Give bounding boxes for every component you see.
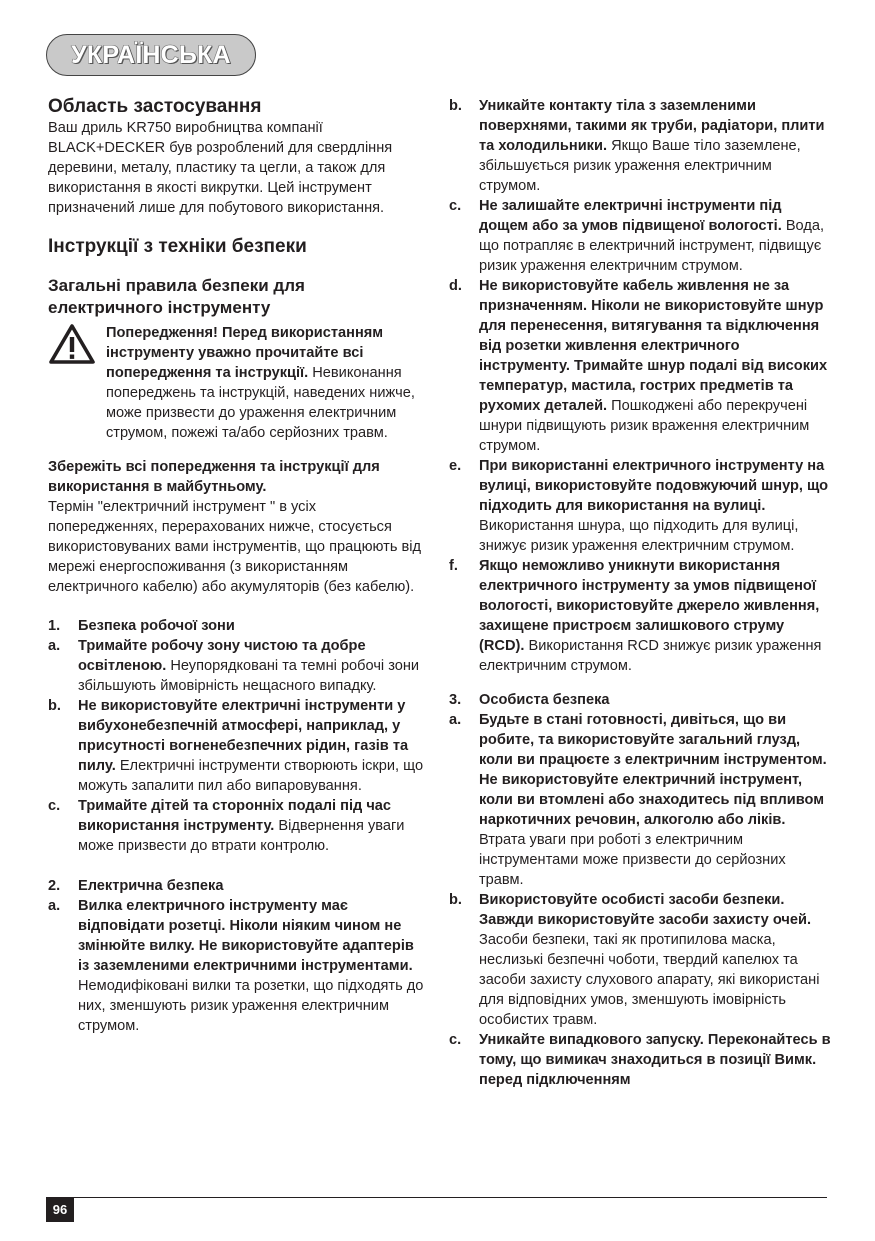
section-3-heading: 3. Особиста безпека [449, 692, 610, 708]
list-item: b. Не використовуйте електричні інструменти у вибухонебезпечній атмосфері, наприклад, у присутності вогненебезпечних рідин, газів та пилу. Електричні інструменти створюють іскри, що можуть запалити пил або випаровування. [48, 698, 424, 794]
list-item: b. Використовуйте особисті засоби безпеки. Завжди використовуйте засоби захисту очей. Засоби безпеки, такі як протипилова маска, неслизькі безпечні чоботи, твердий капелюх та засоби захисту слухового апарату, які використані для відповідних умов, зменшують імовірність особистих травм. [449, 892, 820, 1028]
save-instructions-text: Термін "електричний інструмент " в усіх попередженнях, перерахованих нижче, стосується використовуваних вами інструментів, що працюють від мережі енергоспоживання (з використанням електричного кабелю) або акумуляторів (без кабелю). [48, 499, 422, 595]
save-instructions-bold: Збережіть всі попередження та інструкції для використання в майбутньому. [48, 459, 380, 495]
list-item: a. Будьте в стані готовності, дивіться, що ви робите, та використовуйте загальний глузд, коли ви працюєте з електричним інструментом. Не використовуйте електричний інструмент, коли ви втомлені або знаходитесь під впливом наркотичних речовин, алкоголю або ліків. Втрата уваги при роботі з електричним інструментами може призвести до серйозних травм. [449, 712, 827, 888]
intended-use-heading: Область застосування [48, 96, 262, 117]
section-2-heading: 2. Електрична безпека [48, 878, 224, 894]
list-item: e. При використанні електричного інструменту на вулиці, використовуйте подовжуючий шнур, що підходить для використання на вулиці. Використання шнура, що підходить для вулиці, знижує ризик ураження електричним струмом. [449, 458, 829, 554]
safety-instructions-heading: Інструкції з техніки безпеки [48, 236, 307, 257]
warning-triangle-icon [48, 323, 106, 443]
list-item: b. Уникайте контакту тіла з заземленими поверхнями, такими як труби, радіатори, плити та холодильники. Якщо Ваше тіло заземлене, збільшується ризик ураження електричним струмом. [449, 98, 825, 194]
list-item: c. Тримайте дітей та сторонніх подалі під час використання інструменту. Відвернення уваги може призвести до втрати контролю. [48, 798, 405, 854]
warning-text [106, 323, 424, 443]
section-1-heading: 1. Безпека робочої зони [48, 618, 235, 634]
language-badge [46, 34, 256, 76]
warning-block [48, 323, 424, 443]
footer-rule [46, 1197, 827, 1198]
list-item: d. Не використовуйте кабель живлення не за призначенням. Ніколи не використовуйте шнур для перенесення, витягування та відключення від розетки живлення електричного інструменту. Тримайте шнур подалі від високих температур, мастила, гострих предметів та рухомих деталей. Пошкоджені або перекручені шнури підвищують ризик враження електричним струмом. [449, 278, 828, 454]
list-item: c. Уникайте випадкового запуску. Переконайтесь в тому, що вимикач знаходиться в позиції Вимк. перед підключенням [449, 1032, 831, 1088]
language-badge-label: УКРАЇНСЬКА [71, 41, 231, 69]
warning-body: Невиконання попереджень та інструкцій, наведених нижче, може призвести до ураження електричним струмом, пожежі та/або серйозних травм. [106, 365, 415, 441]
list-item: c. Не залишайте електричні інструменти під дощем або за умов підвищеної вологості. Вода, що потрапляє в електричний інструмент, підвищує ризик ураження електричним струмом. [449, 198, 825, 274]
list-item: f. Якщо неможливо уникнути використання електричного інструменту за умов підвищеної вологості, використовуйте джерело живлення, захищене пристроєм залишкового струму (RCD). Використання RCD знижує ризик ураження електричним струмом. [449, 558, 822, 674]
intended-use-text: Ваш дриль KR750 виробництва компанії BLACK+DECKER був розроблений для свердління деревини, металу, пластику та цегли, а також для використання в якості викрутки. Цей інструмент призначений лише для побутового використання. [48, 120, 393, 216]
warning-bold: Попередження! Перед використанням інструменту уважно прочитайте всі попередження та інструкції. [106, 325, 384, 381]
list-item: a. Тримайте робочу зону чистою та добре освітленою. Неупорядковані та темні робочі зони збільшують ймовірність нещасного випадку. [48, 638, 420, 694]
left-column [48, 96, 424, 1036]
general-rules-heading: Загальні правила безпеки для електричного інструменту [48, 276, 305, 317]
right-column [449, 96, 833, 1090]
page-number: 96 [46, 1198, 74, 1222]
list-item: a. Вилка електричного інструменту має відповідати розетці. Ніколи ніяким чином не змінюйте вилку. Не використовуйте адаптерів із заземленими електричними інструментами. Немодифіковані вилки та розетки, що підходять до них, зменшують ризик ураження електричним струмом. [48, 898, 424, 1034]
